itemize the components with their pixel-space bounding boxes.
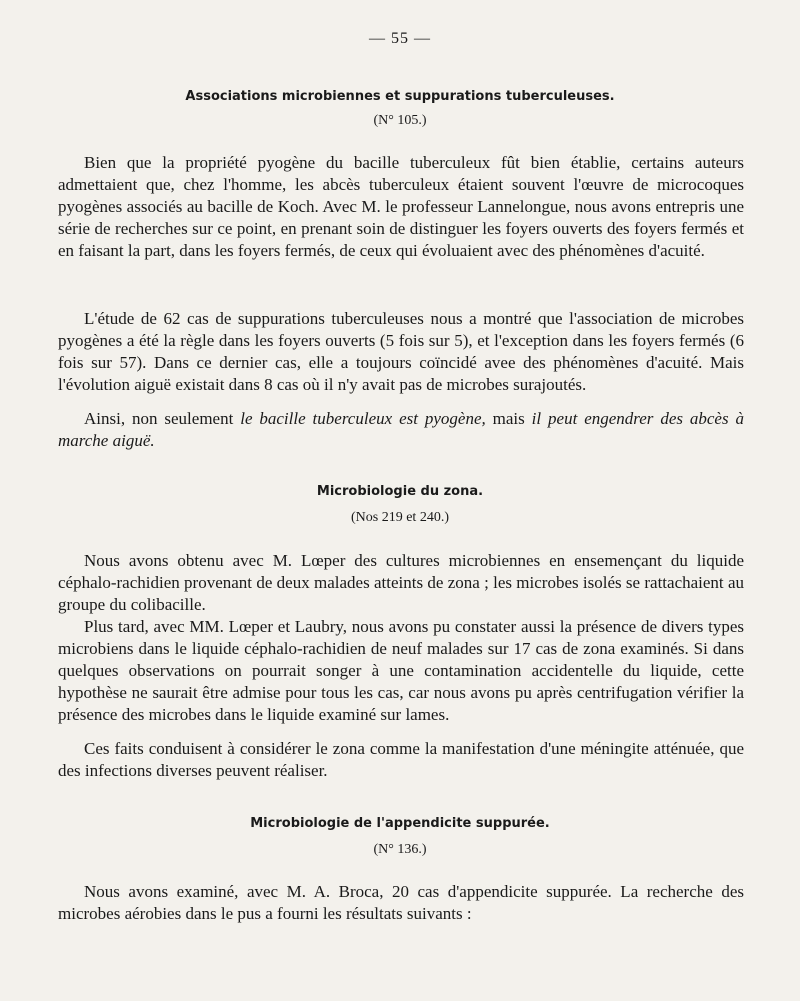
paragraph: Bien que la propriété pyogène du bacille tuberculeux fût bien établie, certains auteurs admettaient que, chez l'homme, les abcès tuberculeux étaient souvent l'œuvre de microcoques pyogènes associés au bacille de Koch. Avec M. le professeur Lannelongue, nous avons entrepris une série de recherches sur ce point, en prenant soin de distinguer les foyers ouverts des foyers fermés et en faisant la part, dans les foyers fermés, de ceux qui évoluaient avec des phénomènes d'acuité.	[58, 153, 744, 260]
paragraph: Plus tard, avec MM. Lœper et Laubry, nous avons pu constater aussi la présence de divers types microbiens dans le liquide céphalo-rachidien de neuf malades sur 17 cas de zona examinés. Si dans quelques observations on pourrait songer à une contamination accidentelle du liquide, cette hypothèse ne saurait être admise pour tous les cas, car nous avons pu après centrifugation vérifier la présence des microbes dans le liquide examiné sur lames.	[58, 617, 744, 724]
section-ref-219-240: (Nos 219 et 240.)	[351, 510, 449, 525]
section-ref-136: (N° 136.)	[373, 842, 427, 857]
section-title-zona: Microbiologie du zona.	[316, 484, 484, 499]
section-ref-105: (N° 105.)	[373, 113, 427, 128]
paragraph: Nous avons examiné, avec M. A. Broca, 20 cas d'appendicite suppurée. La recherche des microbes aérobies dans le pus a fourni les résultats suivants :	[58, 882, 744, 923]
conclusion-italic-2: il peut engendrer des abcès à marche aiguë.	[58, 409, 745, 450]
conclusion-italic-1: le bacille tuberculeux est pyogène,	[240, 409, 486, 428]
page-number: — 55 —	[369, 30, 431, 47]
conclusion-mid: mais	[485, 409, 532, 428]
conclusion-paragraph	[58, 408, 744, 452]
paragraph: L'étude de 62 cas de suppurations tuberculeuses nous a montré que l'association de microbes pyogènes a été la règle dans les foyers ouverts (5 fois sur 5), et l'exception dans les foyers fermés (6 fois sur 57). Dans ce dernier cas, elle a toujours coïncidé avee des phénomènes d'acuité. Mais l'évolution aiguë existait dans 8 cas où il n'y avait pas de microbes surajoutés.	[58, 309, 744, 394]
conclusion-lead: Ainsi, non seulement	[84, 409, 241, 428]
section-title-appendicite: Microbiologie de l'appendicite suppurée.	[250, 816, 550, 831]
paragraph: Ces faits conduisent à considérer le zona comme la manifestation d'une méningite atténuée, que des infections diverses peuvent réaliser.	[58, 739, 744, 780]
paragraph: Nous avons obtenu avec M. Lœper des cultures microbiennes en ensemençant du liquide céphalo-rachidien provenant de deux malades atteints de zona ; les microbes isolés se rattachaient au groupe du colibacille.	[58, 551, 744, 614]
section-title-tuberculeuses: Associations microbiennes et suppurations tuberculeuses.	[185, 89, 615, 104]
